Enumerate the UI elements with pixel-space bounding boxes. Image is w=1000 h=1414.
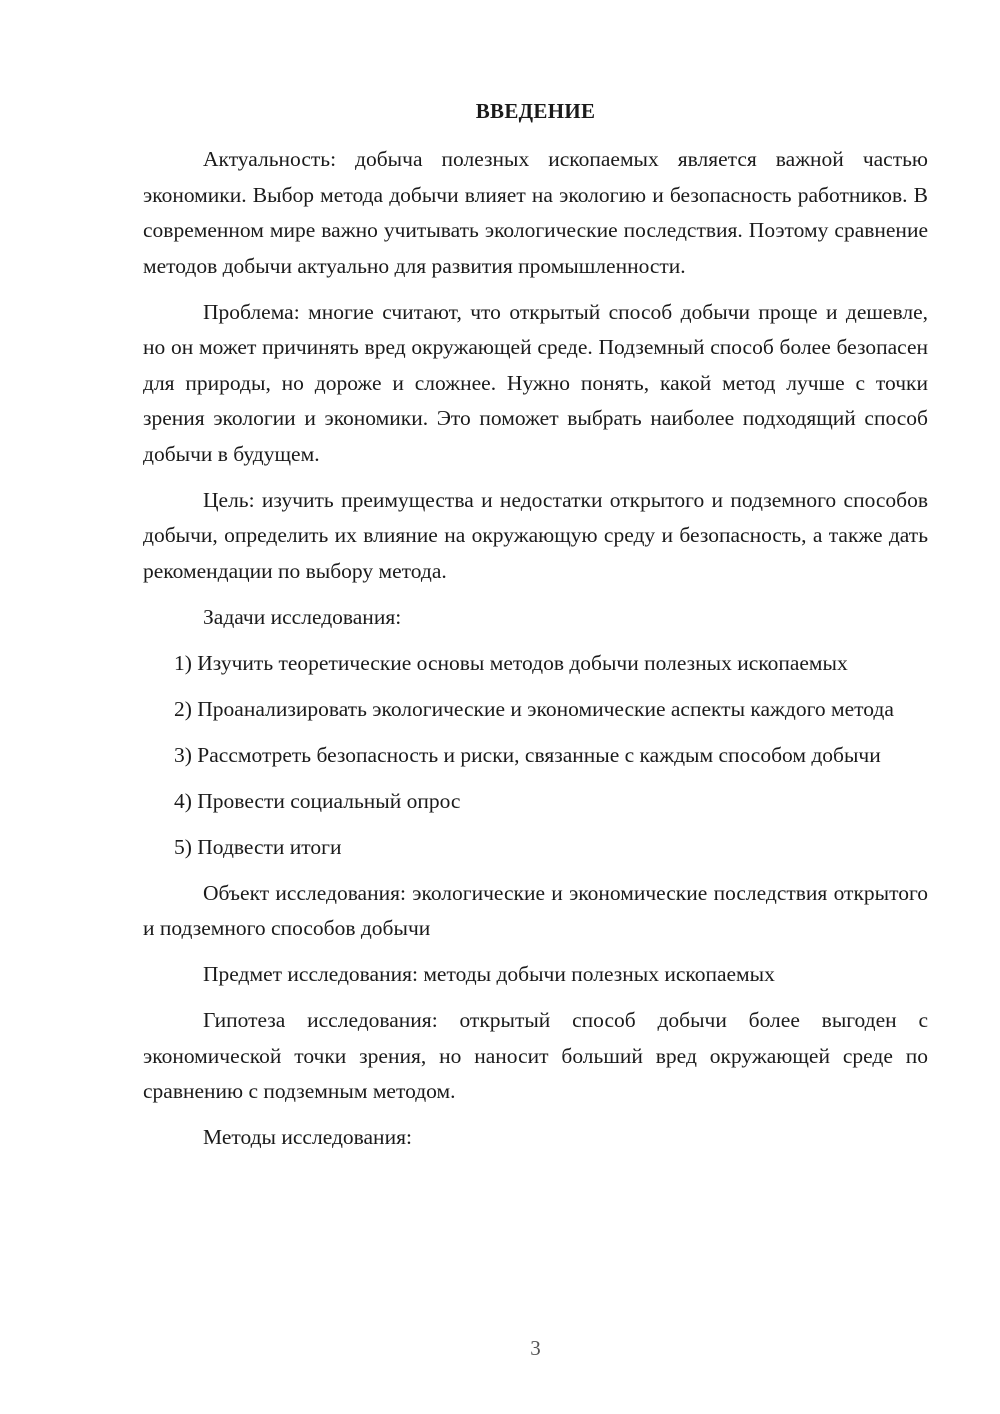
task-item-4: 4) Провести социальный опрос bbox=[174, 788, 461, 813]
paragraph-subject: Предмет исследования: методы добычи полезных ископаемых bbox=[203, 962, 775, 986]
paragraph-goal: Цель: изучить преимущества и недостатки открытого и подземного способов добычи, определить их влияние на окружающую среду и безопасность, а также дать рекомендации по выбору метода. bbox=[143, 487, 928, 583]
paragraph-object: Объект исследования: экологические и экономические последствия открытого и подземного способов добычи bbox=[143, 880, 928, 940]
document-page bbox=[143, 0, 928, 1414]
paragraph-methods: Методы исследования: bbox=[203, 1125, 412, 1149]
paragraph-problem: Проблема: многие считают, что открытый способ добычи проще и дешевле, но он может причинять вред окружающей среде. Подземный способ более безопасен для природы, но дороже и сложнее. Нужно понять, какой метод лучше с точки зрения экологии и экономики. Это поможет выбрать наиболее подходящий способ добычи в будущем. bbox=[143, 299, 928, 466]
section-title: ВВЕДЕНИЕ bbox=[475, 99, 596, 123]
task-item-3: 3) Рассмотреть безопасность и риски, связанные с каждым способом добычи bbox=[174, 742, 881, 767]
paragraph-tasks-heading: Задачи исследования: bbox=[203, 604, 402, 629]
document-body bbox=[143, 142, 928, 1166]
paragraph-hypothesis: Гипотеза исследования: открытый способ добычи более выгоден с экономической точки зрения, но наносит больший вред окружающей среде по сравнению с подземным методом. bbox=[143, 1008, 928, 1103]
task-item-5: 5) Подвести итоги bbox=[174, 834, 342, 859]
task-item-1: 1) Изучить теоретические основы методов добычи полезных ископаемых bbox=[174, 650, 848, 675]
task-item-2: 2) Проанализировать экологические и экономические аспекты каждого метода bbox=[174, 696, 894, 721]
page-number: 3 bbox=[530, 1336, 541, 1360]
paragraph-relevance: Актуальность: добыча полезных ископаемых является важной частью экономики. Выбор метода добычи влияет на экологию и безопасность работников. В современном мире важно учитывать экологические последствия. Поэтому сравнение методов добычи актуально для развития промышленности. bbox=[143, 147, 928, 278]
